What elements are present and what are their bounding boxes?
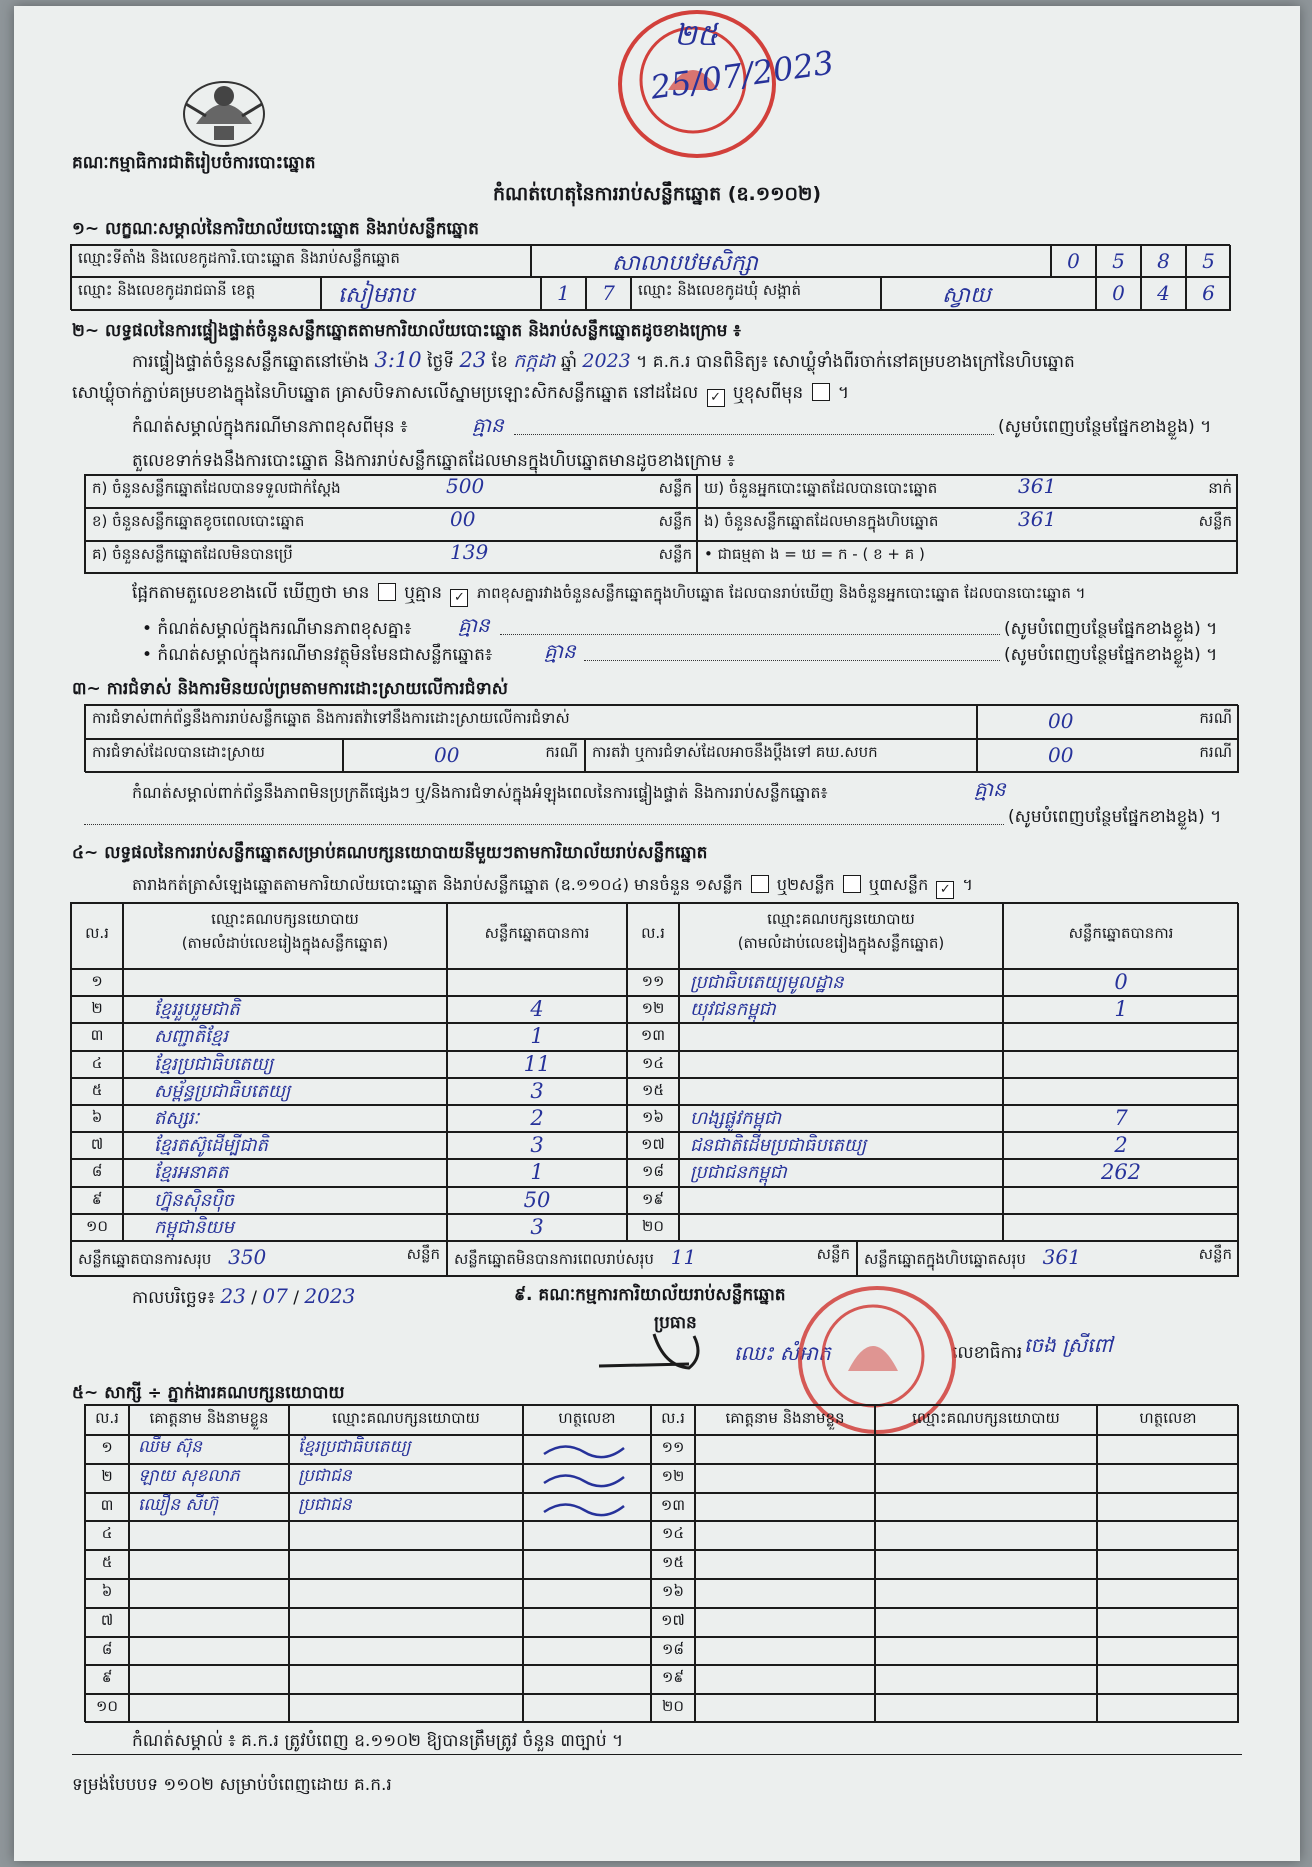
section5-title: ៥~ សាក្សី ÷ ភ្នាក់ងារគណបក្សនយោបាយ bbox=[72, 1383, 345, 1403]
results-header-party-right bbox=[679, 903, 1003, 969]
results-row-no: ១០ bbox=[71, 1214, 123, 1241]
verify-text-para2: សោឃ្លុំចាក់ភ្ជាប់គម្របខាងក្នុងនៃហិបឆ្នោត គ្រាសបិទភាសលើស្នាមប្រឡោះសិកសន្លឹកឆ្នោត នៅដដែល bbox=[72, 383, 699, 403]
total-box-cell bbox=[857, 1241, 1239, 1277]
province-value: សៀមរាប bbox=[321, 277, 541, 311]
figure-b-value: 00 bbox=[450, 508, 476, 531]
results-row-party: ឥស្សរៈ bbox=[123, 1105, 447, 1132]
total-valid-unit: សន្លឹក bbox=[406, 1245, 440, 1263]
witness-row-signature bbox=[1097, 1521, 1239, 1550]
witness-row-signature bbox=[523, 1608, 651, 1637]
total-box-label: សន្លឹកឆ្នោតក្នុងហិបឆ្នោតសរុប bbox=[864, 1250, 1026, 1268]
results-row-party bbox=[679, 1078, 1003, 1105]
results-row-votes: 2 bbox=[1003, 1132, 1239, 1159]
witness-row-party bbox=[875, 1521, 1097, 1550]
committee-signature-label: ៩. គណៈកម្មការការិយាល័យរាប់សន្លឹកឆ្នោត bbox=[514, 1285, 786, 1305]
witness-row-party bbox=[875, 1637, 1097, 1666]
results-row-votes bbox=[1003, 1051, 1239, 1078]
figure-c-value: 139 bbox=[450, 541, 489, 564]
witness-row-no: ១៤ bbox=[651, 1521, 695, 1550]
results-row-party: សញ្ជាតិខ្មែរ bbox=[123, 1023, 447, 1050]
total-box-value: 361 bbox=[1042, 1245, 1081, 1269]
witness-row-signature bbox=[1097, 1493, 1239, 1522]
witness-row-name bbox=[695, 1521, 875, 1550]
witness-row-signature bbox=[1097, 1665, 1239, 1694]
total-invalid-unit: សន្លឹក bbox=[816, 1245, 850, 1263]
witness-row-name bbox=[695, 1493, 875, 1522]
party-header-sub: (តាមលំដាប់លេខរៀងក្នុងសន្លឹកឆ្នោត) bbox=[181, 934, 389, 952]
difference-note-value: គ្មាន bbox=[472, 413, 504, 437]
results-row-votes bbox=[447, 969, 627, 996]
witness-row-signature bbox=[523, 1637, 651, 1666]
stamp-handwriting-date: 25/07/2023 bbox=[648, 43, 837, 107]
dotted-line bbox=[584, 660, 1000, 661]
date-label: កាលបរិច្ឆេទ៖ bbox=[132, 1288, 216, 1308]
results-row-party bbox=[123, 969, 447, 996]
three-sheet-checkbox[interactable]: ✓ bbox=[936, 881, 954, 899]
verify-text-d: ឆ្នាំ bbox=[560, 352, 577, 372]
section4-title: ៤~ លទ្ធផលនៃការរាប់សន្លឹកឆ្នោតសម្រាប់គណបក្សនយោបាយនីមួយៗតាមការិយាល័យរាប់សន្លឹកឆ្នោត bbox=[72, 843, 708, 863]
witness-row-signature bbox=[1097, 1579, 1239, 1608]
figure-row-d bbox=[697, 475, 1237, 508]
witness-row-no: ១២ bbox=[651, 1464, 695, 1493]
figure-d-unit: នាក់ bbox=[1208, 479, 1232, 497]
witness-row-name bbox=[695, 1464, 875, 1493]
total-valid-cell bbox=[71, 1241, 447, 1277]
fill-more-note: (សូមបំពេញបន្ថែមផ្នែកខាងខ្លួង) ។ bbox=[998, 417, 1212, 437]
bullet2-fill-note: (សូមបំពេញបន្ថែមផ្នែកខាងខ្លួង) ។ bbox=[1004, 645, 1218, 665]
two-sheet-checkbox[interactable] bbox=[843, 875, 861, 893]
chair-signature-stroke bbox=[594, 1326, 734, 1376]
nec-emblem-icon bbox=[176, 64, 272, 154]
results-row-no: ១ bbox=[71, 969, 123, 996]
dotted-line bbox=[84, 824, 1004, 825]
office-label: ឈ្មោះទីតាំង និងលេខកូដការិ.បោះឆ្នោត និងរាប់សន្លឹកឆ្នោត bbox=[71, 245, 531, 277]
witness-row-no: ១ bbox=[85, 1435, 129, 1464]
total-valid-label: សន្លឹកឆ្នោតបានការសរុប bbox=[78, 1250, 212, 1268]
witness-row-no: ១១ bbox=[651, 1435, 695, 1464]
witness-row-name bbox=[695, 1665, 875, 1694]
witness-row-name bbox=[129, 1637, 289, 1666]
figure-d-value: 361 bbox=[1018, 475, 1057, 498]
witness-row-party bbox=[875, 1493, 1097, 1522]
office-code-4: 5 bbox=[1186, 245, 1231, 277]
witness-row-party bbox=[289, 1665, 523, 1694]
figure-d-label: ឃ) ចំនួនអ្នកបោះឆ្នោតដែលបានបោះឆ្នោត bbox=[704, 479, 938, 497]
three-sheet-label: ឬ៣សន្លឹក bbox=[868, 875, 929, 894]
witness-row-signature bbox=[1097, 1550, 1239, 1579]
witness-row-no: ១០ bbox=[85, 1694, 129, 1723]
province-code-2: 7 bbox=[586, 277, 631, 311]
complaints-resolved-value: 00 bbox=[434, 743, 460, 767]
witness-row-no: ១៧ bbox=[651, 1608, 695, 1637]
witness-row-signature bbox=[523, 1550, 651, 1579]
witness-row-signature bbox=[1097, 1435, 1239, 1464]
verify-text-b: ថ្ងៃទី bbox=[427, 352, 455, 372]
results-row-party bbox=[679, 1214, 1003, 1241]
witness-row-signature bbox=[523, 1665, 651, 1694]
verify-time: 3:10 bbox=[374, 348, 422, 372]
results-row-no: ១១ bbox=[627, 969, 679, 996]
verify-year: 2023 bbox=[582, 350, 631, 372]
results-row-votes: 3 bbox=[447, 1214, 627, 1241]
verify-text-e: ។ គ.ក.រ បានពិនិត្យ៖ សោឃ្លុំទាំងពីរចាក់នៅគម្របខាងក្រៅនៃហិបឆ្នោត bbox=[636, 352, 1075, 372]
total-box-unit: សន្លឹក bbox=[1198, 1245, 1232, 1263]
commune-value: ស្វាយ bbox=[881, 277, 1096, 311]
results-row-no: ១២ bbox=[627, 996, 679, 1023]
witness-row-party bbox=[875, 1665, 1097, 1694]
total-invalid-label: សន្លឹកឆ្នោតមិនបានការពេលរាប់សរុប bbox=[454, 1250, 654, 1268]
witness-row-signature bbox=[523, 1464, 651, 1493]
results-row-no: ៨ bbox=[71, 1159, 123, 1186]
witness-row-party bbox=[289, 1550, 523, 1579]
office-code-2: 5 bbox=[1096, 245, 1141, 277]
witness-row-name bbox=[695, 1435, 875, 1464]
witness-header-party-right: ឈ្មោះគណបក្សនយោបាយ bbox=[875, 1405, 1097, 1435]
figure-e-value: 361 bbox=[1018, 508, 1057, 531]
verify-month: កក្កដា bbox=[513, 350, 556, 372]
results-row-votes: 1 bbox=[447, 1159, 627, 1186]
witness-header-no-right: ល.រ bbox=[651, 1405, 695, 1435]
results-header-votes-left: សន្លឹកឆ្នោតបានការ bbox=[447, 903, 627, 969]
section1-title: ១~ លក្ខណៈសម្គាល់នៃការិយាល័យបោះឆ្នោត និងរាប់សន្លឹកឆ្នោត bbox=[72, 219, 479, 239]
witness-row-no: ១៨ bbox=[651, 1637, 695, 1666]
results-row-party: ប្រជាធិបតេយ្យមូលដ្ឋាន bbox=[679, 969, 1003, 996]
complaints-row1-value: 00 bbox=[1048, 709, 1074, 733]
results-row-party: យុវជនកម្ពុជា bbox=[679, 996, 1003, 1023]
commune-code-2: 4 bbox=[1141, 277, 1186, 311]
figure-a-value: 500 bbox=[446, 475, 485, 498]
difference-note-label: កំណត់សម្គាល់ក្នុងករណីមានភាពខុសពីមុន ៖ bbox=[132, 417, 408, 437]
witness-row-signature bbox=[523, 1435, 651, 1464]
complaints-appeal-label: ការតវ៉ា ឬការជំទាស់ដែលអាចនឹងប្ដឹងទៅ គឃ.សបក bbox=[585, 739, 977, 773]
witness-header-sign-right: ហត្ថលេខា bbox=[1097, 1405, 1239, 1435]
witness-header-sign-left: ហត្ថលេខា bbox=[523, 1405, 651, 1435]
witness-header-name-right: គោត្តនាម និងនាមខ្លួន bbox=[695, 1405, 875, 1435]
complaints-row1-unit: ករណី bbox=[1199, 709, 1232, 727]
figure-b-unit: សន្លឹក bbox=[658, 512, 692, 530]
verification-line-1 bbox=[132, 348, 1075, 377]
witness-row-name bbox=[129, 1665, 289, 1694]
results-row-votes: 262 bbox=[1003, 1159, 1239, 1186]
irregularity-note-value: គ្មាន bbox=[974, 777, 1006, 801]
footer-divider bbox=[72, 1754, 1242, 1755]
results-table bbox=[70, 902, 1238, 1276]
figure-formula bbox=[697, 541, 1237, 573]
witness-row-signature bbox=[523, 1493, 651, 1522]
results-row-no: ៥ bbox=[71, 1078, 123, 1105]
total-invalid-value: 11 bbox=[670, 1245, 697, 1269]
form-page bbox=[14, 6, 1300, 1861]
complaints-appeal-unit: ករណី bbox=[1199, 743, 1232, 761]
results-row-votes: 50 bbox=[447, 1187, 627, 1214]
results-row-party: កម្ពុជានិយម bbox=[123, 1214, 447, 1241]
figure-b-label: ខ) ចំនួនសន្លឹកឆ្នោតខូចពេលបោះឆ្នោត bbox=[92, 512, 305, 530]
verify-text-a: ការផ្ទៀងផ្ទាត់ចំនួនសន្លឹកឆ្នោតនៅម៉ោង bbox=[132, 352, 370, 372]
compare-text-b: ឬគ្មាន bbox=[404, 583, 443, 603]
witness-row-signature bbox=[1097, 1464, 1239, 1493]
witness-row-name bbox=[129, 1521, 289, 1550]
date-day: 23 bbox=[220, 1284, 246, 1308]
figures-intro: តួលេខទាក់ទងនឹងការបោះឆ្នោត និងការរាប់សន្លឹកឆ្នោតដែលមានក្នុងហិបឆ្នោតមានដូចខាងក្រោម ៖ bbox=[132, 451, 735, 471]
commune-code-1: 0 bbox=[1096, 277, 1141, 311]
compare-text-a: ផ្អែកតាមតួលេខខាងលើ ឃើញថា មាន bbox=[132, 583, 370, 603]
complaints-row1-label: ការជំទាស់ពាក់ព័ន្ធនឹងការរាប់សន្លឹកឆ្នោត និងការតវ៉ាទៅនឹងការដោះស្រាយលើការជំទាស់ bbox=[85, 705, 977, 739]
figure-c-label: គ) ចំនួនសន្លឹកឆ្នោតដែលមិនបានប្រើ bbox=[92, 545, 293, 563]
results-row-no: ២ bbox=[71, 996, 123, 1023]
witness-header-party-left: ឈ្មោះគណបក្សនយោបាយ bbox=[289, 1405, 523, 1435]
results-row-party: ប្រជាជនកម្ពុជា bbox=[679, 1159, 1003, 1186]
results-row-votes: 2 bbox=[447, 1105, 627, 1132]
complaints-resolved-cell bbox=[343, 739, 585, 773]
chair-signature: ឈេះ សំអាត bbox=[734, 1341, 831, 1365]
witness-row-no: ៦ bbox=[85, 1579, 129, 1608]
results-row-no: ៩ bbox=[71, 1187, 123, 1214]
total-valid-value: 350 bbox=[228, 1245, 267, 1269]
witness-row-name bbox=[695, 1608, 875, 1637]
witness-row-no: ១៦ bbox=[651, 1579, 695, 1608]
complaints-resolved-label: ការជំទាស់ដែលបានដោះស្រាយ bbox=[85, 739, 343, 773]
witness-row-signature bbox=[523, 1694, 651, 1723]
witness-row-no: ១៥ bbox=[651, 1550, 695, 1579]
results-row-no: ១៥ bbox=[627, 1078, 679, 1105]
results-row-votes: 11 bbox=[447, 1051, 627, 1078]
witness-row-no: ៩ bbox=[85, 1665, 129, 1694]
witness-row-name: ឈឹម ស៊ុន bbox=[129, 1435, 289, 1464]
witness-row-party bbox=[875, 1608, 1097, 1637]
bullet2-label: • កំណត់សម្គាល់ក្នុងករណីមានវត្ថុមិនមែនជាសន្លឹកឆ្នោត៖ bbox=[142, 645, 493, 665]
verify-day: 23 bbox=[459, 348, 487, 372]
dotted-line bbox=[514, 434, 994, 435]
results-row-votes: 0 bbox=[1003, 969, 1239, 996]
witness-row-signature bbox=[523, 1579, 651, 1608]
figure-e-label: ង) ចំនួនសន្លឹកឆ្នោតដែលមានក្នុងហិបឆ្នោត bbox=[704, 512, 939, 530]
complaints-appeal-value: 00 bbox=[1048, 743, 1074, 767]
figure-row-a bbox=[85, 475, 697, 508]
witness-row-signature bbox=[1097, 1608, 1239, 1637]
difference-no-checkbox[interactable]: ✓ bbox=[450, 589, 468, 607]
witness-row-name bbox=[695, 1579, 875, 1608]
sheet-count-line: តារាងកត់ត្រាសំឡេងឆ្នោតតាមការិយាល័យបោះឆ្នោត និងរាប់សន្លឹកឆ្នោត (ឧ.១១០៤) មានចំនួន ១សន្លឹក ឬ២សន្លឹក ឬ៣សន្លឹក ✓ ។ bbox=[132, 875, 973, 897]
commune-code-3: 6 bbox=[1186, 277, 1231, 311]
results-row-party: ជនជាតិដើមប្រជាធិបតេយ្យ bbox=[679, 1132, 1003, 1159]
witness-row-party bbox=[875, 1464, 1097, 1493]
witness-row-name bbox=[695, 1550, 875, 1579]
secretary-label: លេខាធិការ bbox=[952, 1343, 1023, 1363]
ballot-figures-table bbox=[84, 474, 1238, 574]
results-row-no: ១៦ bbox=[627, 1105, 679, 1132]
results-header-votes-right: សន្លឹកឆ្នោតបានការ bbox=[1003, 903, 1239, 969]
witness-row-signature bbox=[1097, 1637, 1239, 1666]
witness-row-name bbox=[695, 1637, 875, 1666]
irregularity-fill-note: (សូមបំពេញបន្ថែមផ្នែកខាងខ្លួង) ។ bbox=[1008, 807, 1222, 827]
secretary-signature: ចេង ស្រីពៅ bbox=[1024, 1333, 1113, 1357]
committee-name: គណៈកម្មាធិការជាតិរៀបចំការបោះឆ្នោត bbox=[72, 153, 316, 173]
results-row-no: ៣ bbox=[71, 1023, 123, 1050]
witness-row-party bbox=[875, 1435, 1097, 1464]
results-row-no: ១៧ bbox=[627, 1132, 679, 1159]
witness-row-party bbox=[289, 1579, 523, 1608]
witness-row-no: ១៣ bbox=[651, 1493, 695, 1522]
office-value: សាលាបឋមសិក្សា bbox=[531, 245, 1051, 277]
unchanged-checkbox[interactable]: ✓ bbox=[707, 389, 725, 407]
chair-label: ប្រធាន bbox=[654, 1313, 697, 1333]
form-title: កំណត់ហេតុនៃការរាប់សន្លឹកឆ្នោត (ឧ.១១០២) bbox=[492, 183, 822, 205]
results-row-party: ខ្មែរប្រជាធិបតេយ្យ bbox=[123, 1051, 447, 1078]
results-row-votes: 1 bbox=[1003, 996, 1239, 1023]
figure-formula-text: • ជាធម្មតា ង = ឃ = ក - ( ខ + គ ) bbox=[704, 545, 925, 563]
bullet1-label: • កំណត់សម្គាល់ក្នុងករណីមានភាពខុសគ្នា៖ bbox=[142, 619, 412, 639]
form-footer: ទម្រង់បែបបទ ១១០២ សម្រាប់បំពេញដោយ គ.ក.រ bbox=[72, 1775, 392, 1795]
results-row-votes bbox=[1003, 1214, 1239, 1241]
province-code-1: 1 bbox=[541, 277, 586, 311]
results-row-votes: 3 bbox=[447, 1078, 627, 1105]
figure-a-label: ក) ចំនួនសន្លឹកឆ្នោតដែលបានទទួលជាក់ស្ដែង bbox=[92, 479, 341, 497]
difference-yes-checkbox[interactable] bbox=[378, 583, 396, 601]
results-row-votes: 4 bbox=[447, 996, 627, 1023]
two-sheet-label: ឬ២សន្លឹក bbox=[776, 875, 835, 894]
results-row-votes: 1 bbox=[447, 1023, 627, 1050]
date-line: កាលបរិច្ឆេទ៖ 23 / 07 / 2023 bbox=[132, 1284, 356, 1308]
compare-line bbox=[132, 582, 1086, 607]
bullet2-value: គ្មាន bbox=[544, 639, 576, 663]
results-row-votes: 3 bbox=[447, 1132, 627, 1159]
section3-title: ៣~ ការជំទាស់ និងការមិនយល់ព្រមតាមការដោះស្រាយលើការជំទាស់ bbox=[72, 679, 508, 699]
party-header-sub: (តាមលំដាប់លេខរៀងក្នុងសន្លឹកឆ្នោត) bbox=[737, 934, 945, 952]
office-code-3: 8 bbox=[1141, 245, 1186, 277]
witness-row-party: ខ្មែរប្រជាធិបតេយ្យ bbox=[289, 1435, 523, 1464]
verify-text-c: ខែ bbox=[491, 352, 508, 372]
changed-label: ឬខុសពីមុន bbox=[732, 383, 804, 403]
results-header-no-right: ល.រ bbox=[627, 903, 679, 969]
witness-row-name bbox=[129, 1579, 289, 1608]
results-row-no: ២០ bbox=[627, 1214, 679, 1241]
results-row-votes bbox=[1003, 1187, 1239, 1214]
results-header-no-left: ល.រ bbox=[71, 903, 123, 969]
complaints-resolved-unit: ករណី bbox=[545, 743, 578, 761]
figure-row-e bbox=[697, 508, 1237, 541]
witness-row-party bbox=[289, 1608, 523, 1637]
witness-row-party bbox=[289, 1694, 523, 1723]
witness-row-party bbox=[289, 1637, 523, 1666]
witness-row-no: ៧ bbox=[85, 1608, 129, 1637]
results-row-no: ១៣ bbox=[627, 1023, 679, 1050]
verification-line-2: សោឃ្លុំចាក់ភ្ជាប់គម្របខាងក្នុងនៃហិបឆ្នោត គ្រាសបិទភាសលើស្នាមប្រឡោះសិកសន្លឹកឆ្នោត នៅដដែល ✓ ឬខុសពីមុន ។ bbox=[72, 383, 850, 405]
witness-row-no: ៥ bbox=[85, 1550, 129, 1579]
results-row-party: សម្ព័ន្ធប្រជាធិបតេយ្យ bbox=[123, 1078, 447, 1105]
changed-checkbox[interactable] bbox=[812, 383, 830, 401]
results-row-no: ១៤ bbox=[627, 1051, 679, 1078]
results-row-party: ខ្មែររួបរួមជាតិ bbox=[123, 996, 447, 1023]
bullet1-fill-note: (សូមបំពេញបន្ថែមផ្នែកខាងខ្លួង) ។ bbox=[1004, 619, 1218, 639]
witness-row-party: ប្រជាជន bbox=[289, 1464, 523, 1493]
witness-row-name: ឈឿន សីហ៊ុ bbox=[129, 1493, 289, 1522]
witness-row-party: ប្រជាជន bbox=[289, 1493, 523, 1522]
figure-c-unit: សន្លឹក bbox=[658, 545, 692, 563]
witness-row-party bbox=[875, 1694, 1097, 1723]
party-header-text: ឈ្មោះគណបក្សនយោបាយ bbox=[767, 910, 915, 928]
bullet1-value: គ្មាន bbox=[458, 613, 490, 637]
stamp-handwriting-number: ២៥ bbox=[674, 18, 718, 53]
results-row-no: ១៩ bbox=[627, 1187, 679, 1214]
sheet-count-text: តារាងកត់ត្រាសំឡេងឆ្នោតតាមការិយាល័យបោះឆ្នោត និងរាប់សន្លឹកឆ្នោត (ឧ.១១០៤) មានចំនួន ១សន្លឹក bbox=[132, 875, 743, 894]
compare-text-c: ភាពខុសគ្នារវាងចំនួនសន្លឹកឆ្នោតក្នុងហិបឆ្នោត ដែលបានរាប់ឃើញ និងចំនួនអ្នកបោះឆ្នោត ដែលបានបោះឆ្នោត ។ bbox=[476, 584, 1086, 602]
complaints-appeal-cell bbox=[977, 739, 1239, 773]
witness-row-name bbox=[129, 1550, 289, 1579]
date-month: 07 bbox=[262, 1284, 288, 1308]
results-row-party: ហង្សផ្លូវកម្ពុជា bbox=[679, 1105, 1003, 1132]
results-row-party bbox=[679, 1023, 1003, 1050]
party-header-text: ឈ្មោះគណបក្សនយោបាយ bbox=[211, 910, 359, 928]
witness-row-name: ឡាយ សុខលាភ bbox=[129, 1464, 289, 1493]
date-year: 2023 bbox=[304, 1284, 356, 1308]
province-label: ឈ្មោះ និងលេខកូដរាជធានី ខេត្ត bbox=[71, 277, 321, 311]
results-row-no: ៤ bbox=[71, 1051, 123, 1078]
figure-a-unit: សន្លឹក bbox=[658, 479, 692, 497]
results-row-no: ១៨ bbox=[627, 1159, 679, 1186]
witness-row-name bbox=[695, 1694, 875, 1723]
witness-row-no: ៣ bbox=[85, 1493, 129, 1522]
witness-row-party bbox=[289, 1521, 523, 1550]
results-row-votes bbox=[1003, 1023, 1239, 1050]
results-row-no: ៦ bbox=[71, 1105, 123, 1132]
complaints-table bbox=[84, 704, 1238, 772]
section2-title: ២~ លទ្ធផលនៃការផ្ទៀងផ្ទាត់ចំនួនសន្លឹកឆ្នោតតាមការិយាល័យបោះឆ្នោត និងរាប់សន្លឹកឆ្នោតដូចខាងក្រោម ៖ bbox=[72, 321, 741, 341]
results-row-votes bbox=[1003, 1078, 1239, 1105]
results-row-party: ខ្មែរតស៊ូដើម្បីជាតិ bbox=[123, 1132, 447, 1159]
results-row-party bbox=[679, 1187, 1003, 1214]
results-row-party: ខ្មែរអនាគត bbox=[123, 1159, 447, 1186]
results-row-party bbox=[679, 1051, 1003, 1078]
witness-row-no: ១៩ bbox=[651, 1665, 695, 1694]
witness-header-name-left: គោត្តនាម និងនាមខ្លួន bbox=[129, 1405, 289, 1435]
witness-row-signature bbox=[523, 1521, 651, 1550]
dotted-line bbox=[500, 634, 1000, 635]
location-table bbox=[70, 244, 1230, 310]
irregularity-note-label: កំណត់សម្គាល់ពាក់ព័ន្ធនឹងភាពមិនប្រក្រតីផ្សេងៗ ឬ/និងការជំទាស់ក្នុងអំឡុងពេលនៃការផ្ទៀងផ្ទាត់ និងការរាប់សន្លឹកឆ្នោត៖ bbox=[132, 783, 828, 802]
witness-row-party bbox=[875, 1579, 1097, 1608]
witness-table bbox=[84, 1404, 1238, 1722]
one-sheet-checkbox[interactable] bbox=[751, 875, 769, 893]
witness-row-no: ៤ bbox=[85, 1521, 129, 1550]
witness-row-no: ២០ bbox=[651, 1694, 695, 1723]
witness-row-signature bbox=[1097, 1694, 1239, 1723]
commune-label: ឈ្មោះ និងលេខកូដឃុំ សង្កាត់ bbox=[631, 277, 881, 311]
results-row-votes: 7 bbox=[1003, 1105, 1239, 1132]
figure-e-unit: សន្លឹក bbox=[1198, 512, 1232, 530]
complaints-row1-value-cell bbox=[977, 705, 1239, 739]
footnote: កំណត់សម្គាល់ ៖ គ.ក.រ ត្រូវបំពេញ ឧ.១១០២ ឱ្យបានត្រឹមត្រូវ ចំនួន ៣ច្បាប់ ។ bbox=[132, 1731, 624, 1751]
witness-row-name bbox=[129, 1608, 289, 1637]
results-row-no: ៧ bbox=[71, 1132, 123, 1159]
witness-header-no-left: ល.រ bbox=[85, 1405, 129, 1435]
results-row-party: ហ្វ៊ុនស៊ិនប៉ិច bbox=[123, 1187, 447, 1214]
total-invalid-cell bbox=[447, 1241, 857, 1277]
witness-row-party bbox=[875, 1550, 1097, 1579]
witness-row-no: ២ bbox=[85, 1464, 129, 1493]
office-code-1: 0 bbox=[1051, 245, 1096, 277]
witness-row-no: ៨ bbox=[85, 1637, 129, 1666]
results-header-party-left bbox=[123, 903, 447, 969]
figure-row-b bbox=[85, 508, 697, 541]
witness-row-name bbox=[129, 1694, 289, 1723]
figure-row-c bbox=[85, 541, 697, 573]
